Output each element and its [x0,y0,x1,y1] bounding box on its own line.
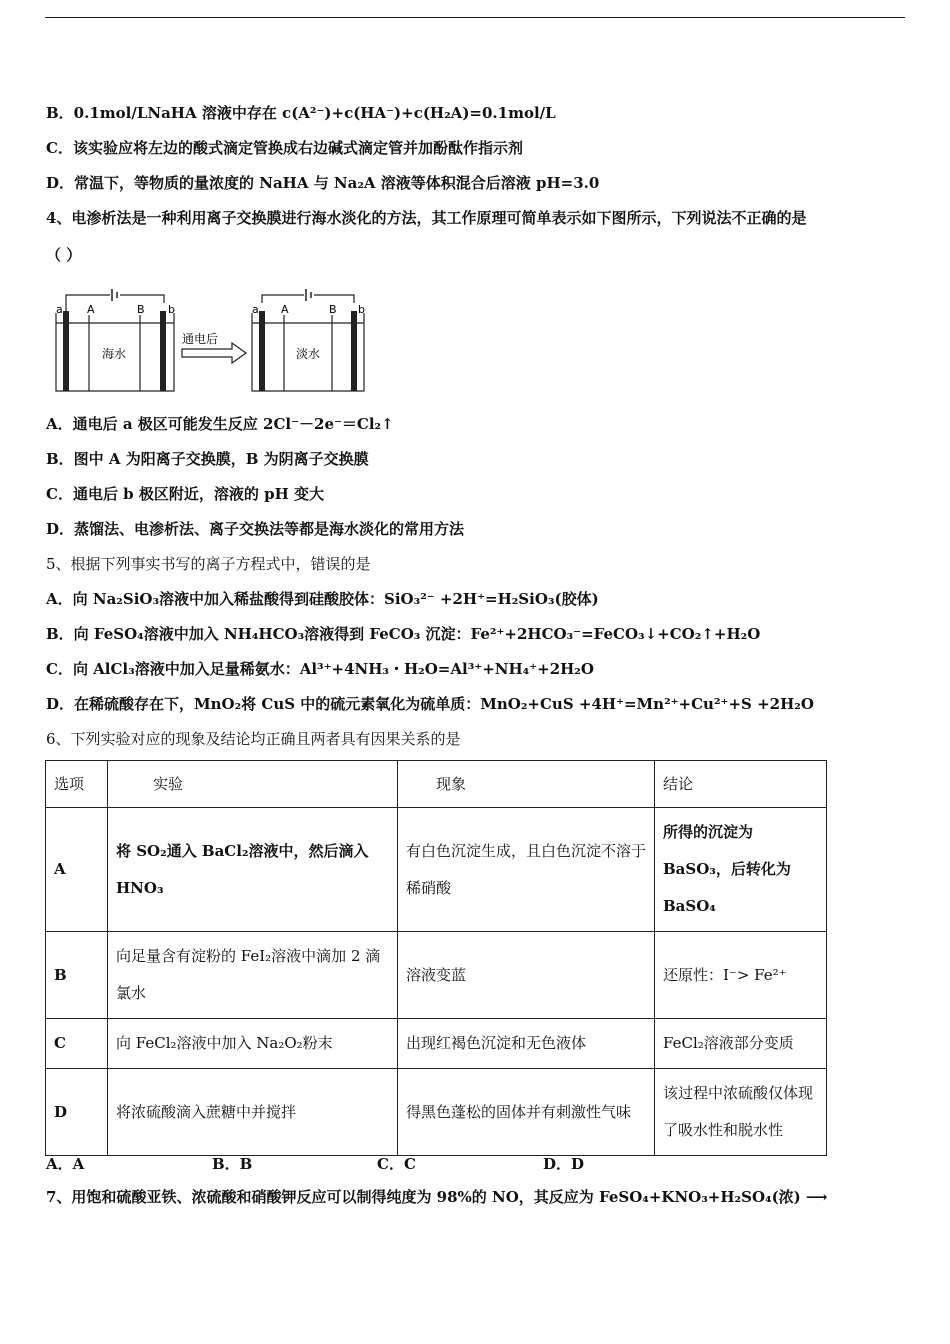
q6-table [45,760,827,1156]
q4-option-b: B．图中 A 为阳离子交换膜，B 为阴离子交换膜 [46,450,369,468]
table-header-row [46,761,827,808]
row-b-conclusion: 还原性：I⁻> Fe²⁺ [655,932,827,1019]
row-c-option: C [46,1019,108,1069]
row-b-experiment: 向足量含有淀粉的 FeI₂溶液中滴加 2 滴氯水 [108,932,398,1019]
header-rule [45,17,905,18]
electrode-b-rod [160,311,166,391]
row-c-conclusion: FeCl₂溶液部分变质 [655,1019,827,1069]
left-label-A: A [87,303,95,316]
row-d-phenomenon: 得黑色蓬松的固体并有刺激性气味 [398,1069,655,1156]
q6-answer-c: C．C [377,1155,416,1173]
q5-option-a: A．向 Na₂SiO₃溶液中加入稀盐酸得到硅酸胶体：SiO₃²⁻ +2H⁺=H₂SiO₃(胶体) [46,590,599,608]
right-electrode-a-rod [259,311,265,391]
row-a-option: A [46,808,108,932]
q4-paren: （ ） [46,246,82,264]
arrow-icon [182,343,246,363]
seawater-label: 海水 [102,347,127,361]
q6-answer-a: A．A [46,1155,85,1173]
row-d-conclusion: 该过程中浓硫酸仅体现了吸水性和脱水性 [655,1069,827,1156]
row-b-phenomenon: 溶液变蓝 [398,932,655,1019]
table-row [46,932,827,1019]
q3-option-b: B．0.1mol/LNaHA 溶液中存在 c(A²⁻)+c(HA⁻)+c(H₂A)=0.1mol/L [46,104,556,122]
right-cell [252,289,364,391]
left-label-B: B [137,303,145,316]
q6-answer-d: D．D [543,1155,585,1173]
q5-option-c: C．向 AlCl₃溶液中加入足量稀氨水：Al³⁺+4NH₃・H₂O=Al³⁺+NH₄⁺+2H₂O [46,660,594,678]
right-label-A: A [281,303,289,316]
q4-option-c: C．通电后 b 极区附近，溶液的 pH 变大 [46,485,324,503]
q5-option-d: D．在稀硫酸存在下，MnO₂将 CuS 中的硫元素氧化为硫单质：MnO₂+CuS +4H⁺=Mn²⁺+Cu²⁺+S +2H₂O [46,695,814,713]
row-a-conclusion: 所得的沉淀为 BaSO₃，后转化为 BaSO₄ [655,808,827,932]
freshwater-label: 淡水 [296,347,321,361]
left-cell [56,289,174,391]
q6-answer-b: B．B [212,1155,253,1173]
q7-stem-text: 7、用饱和硫酸亚铁、浓硫酸和硝酸钾反应可以制得纯度为 98%的 NO，其反应为 FeSO₄+KNO₃+H₂SO₄(浓) [46,1188,801,1206]
q3-option-c: C．该实验应将左边的酸式滴定管换成右边碱式滴定管并加酚酞作指示剂 [46,139,523,157]
q6-stem: 6、下列实验对应的现象及结论均正确且两者具有因果关系的是 [46,730,461,748]
q4-stem: 4、电渗析法是一种利用离子交换膜进行海水淡化的方法，其工作原理可简单表示如下图所示，下列说法不正确的是 [46,209,807,227]
q5-stem: 5、根据下列事实书写的离子方程式中，错误的是 [46,555,371,573]
q7-stem [46,1187,828,1207]
arrow-label: 通电后 [182,332,219,346]
electrode-a-rod [63,311,69,391]
row-c-phenomenon: 出现红褐色沉淀和无色液体 [398,1019,655,1069]
reaction-arrow-icon: ⟶ [800,1188,828,1206]
right-label-b: b [358,303,365,316]
left-label-b: b [168,303,175,316]
row-c-experiment: 向 FeCl₂溶液中加入 Na₂O₂粉末 [108,1019,398,1069]
header-conclusion: 结论 [655,761,827,808]
row-d-option: D [46,1069,108,1156]
right-label-B: B [329,303,337,316]
q5-option-b: B．向 FeSO₄溶液中加入 NH₄HCO₃溶液得到 FeCO₃ 沉淀：Fe²⁺+2HCO₃⁻=FeCO₃↓+CO₂↑+H₂O [46,625,761,643]
left-label-a: a [56,303,63,316]
row-b-option: B [46,932,108,1019]
header-option: 选项 [46,761,108,808]
right-label-a: a [252,303,259,316]
table-row [46,1069,827,1156]
row-a-experiment: 将 SO₂通入 BaCl₂溶液中，然后滴入 HNO₃ [108,808,398,932]
row-d-experiment: 将浓硫酸滴入蔗糖中并搅拌 [108,1069,398,1156]
header-phenomenon: 现象 [398,761,655,808]
table-row [46,1019,827,1069]
row-a-phenomenon: 有白色沉淀生成，且白色沉淀不溶于稀硝酸 [398,808,655,932]
right-electrode-b-rod [351,311,357,391]
q4-option-d: D．蒸馏法、电渗析法、离子交换法等都是海水淡化的常用方法 [46,520,465,538]
table-row [46,808,827,932]
electrodialysis-figure [52,283,370,395]
q3-option-d: D．常温下，等物质的量浓度的 NaHA 与 Na₂A 溶液等体积混合后溶液 pH=3.0 [46,174,600,192]
q4-option-a: A．通电后 a 极区可能发生反应 2Cl⁻－2e⁻＝Cl₂↑ [46,415,394,433]
header-experiment: 实验 [108,761,398,808]
